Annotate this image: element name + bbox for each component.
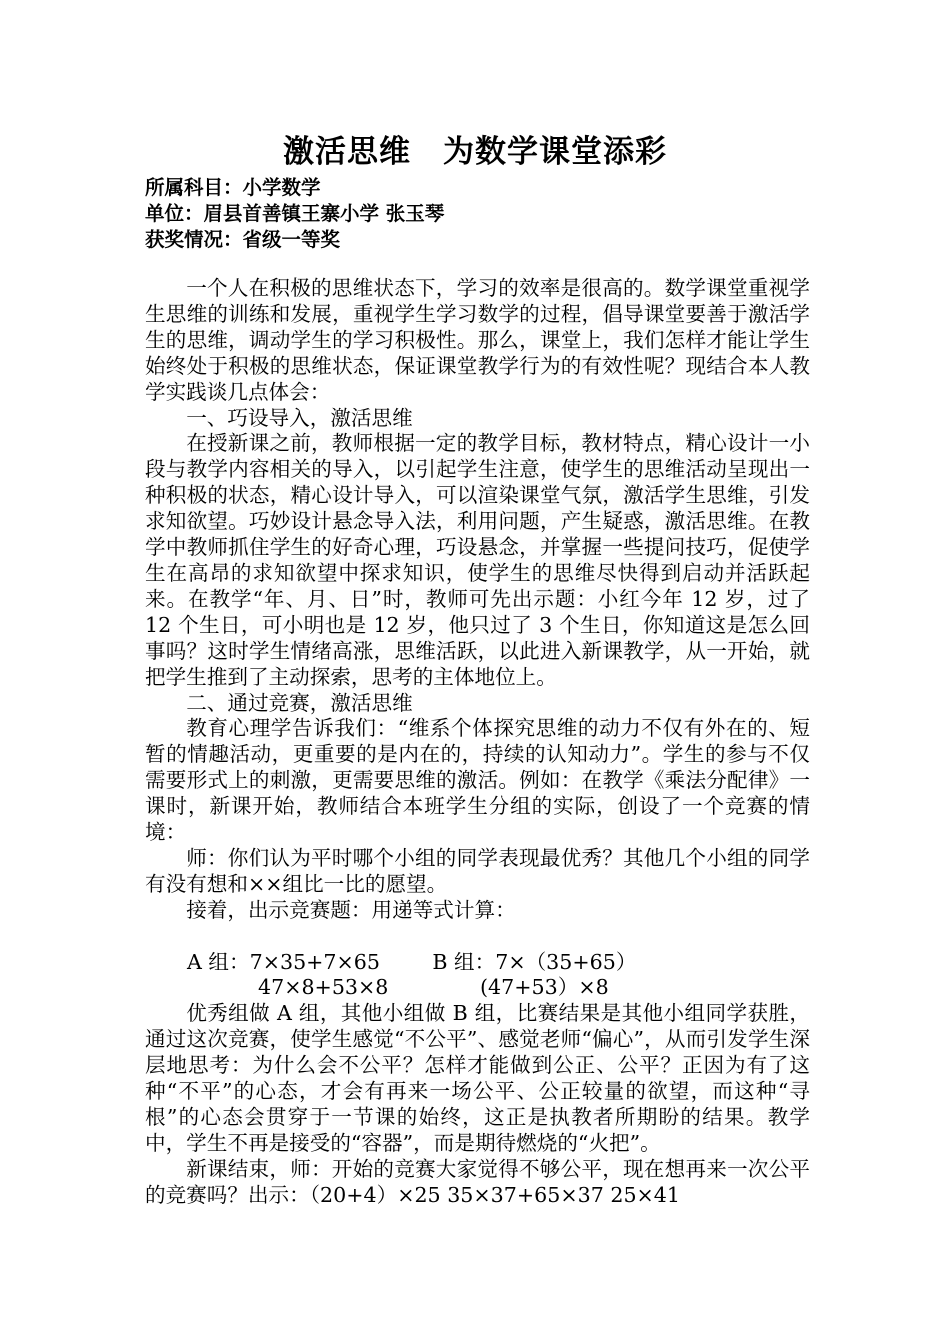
calc-row-1: A 组：7×35+7×65 B 组：7×（35+65）	[187, 949, 637, 974]
paragraph-section-1: 在授新课之前，教师根据一定的教学目标，教材特点，精心设计一小段与教学内容相关的导入，以引起学生注意，使学生的思维活动呈现出一种积极的状态，精心设计导入，可以渲染课堂气氛，激活学生思维，引发求知欲望。巧妙设计悬念导入法，利用问题，产生疑惑，激活思维。在教学中教师抓住学生的好奇心理，巧设悬念，并掌握一些提问技巧，促使学生在高昂的求知欲望中探求知识，使学生的思维尽快得到启动并活跃起来。在教学“年、月、日”时，教师可先出示题：小红今年 12 岁，过了 12 个生日，可小明也是 12 岁，他只过了 3 个生日，你知道这是怎么回事吗？这时学生情绪高涨，思维活跃，以此进入新课教学，从一开始，就把学生推到了主动探索，思考的主体地位上。	[145, 431, 810, 689]
blank-line	[145, 924, 810, 950]
meta-subject: 所属科目：小学数学	[145, 176, 321, 199]
document-title: 激活思维 为数学课堂添彩	[283, 134, 667, 170]
section-heading-1: 一、巧设导入，激活思维	[186, 405, 413, 430]
section-heading-2: 二、通过竞赛，激活思维	[186, 690, 413, 715]
paragraph-intro: 一个人在积极的思维状态下，学习的效率是很高的。数学课堂重视学生思维的训练和发展，重视学生学习数学的过程，倡导课堂要善于激活学生的思维，调动学生的学习积极性。那么，课堂上，我们怎样才能让学生始终处于积极的思维状态，保证课堂教学行为的有效性呢？现结合本人教学实践谈几点体会：	[145, 276, 810, 404]
document-body	[145, 276, 810, 1209]
meta-award: 获奖情况：省级一等奖	[145, 228, 341, 251]
meta-unit: 单位：眉县首善镇王寨小学 张玉琴	[145, 202, 445, 225]
paragraph-section-2: 教育心理学告诉我们：“维系个体探究思维的动力不仅有外在的、短暂的情趣活动，更重要的是内在的，持续的认知动力”。学生的参与不仅需要形式上的刺激，更需要思维的激活。例如：在教学《乘法分配律》一课时，新课开始，教师结合本班学生分组的实际，创设了一个竞赛的情境：	[145, 716, 810, 845]
calc-row-2: 47×8+53×8 (47+53）×8	[258, 975, 609, 1000]
paragraph-teacher-question: 师：你们认为平时哪个小组的同学表现最优秀？其他几个小组的同学有没有想和××组比一比的愿望。	[145, 845, 810, 896]
paragraph-competition-result: 优秀组做 A 组，其他小组做 B 组，比赛结果是其他小组同学获胜，通过这次竞赛，使学生感觉“不公平”、感觉老师“偏心”，从而引发学生深层地思考：为什么会不公平？怎样才能做到公正、公平？正因为有了这种“不平”的心态，才会有再来一场公平、公正较量的欲望，而这种“寻根”的心态会贯穿于一节课的始终，这正是执教者所期盼的结果。教学中，学生不再是接受的“容器”，而是期待燃烧的“火把”。	[145, 1001, 810, 1155]
paragraph-closing: 新课结束，师：开始的竞赛大家觉得不够公平，现在想再来一次公平的竞赛吗？出示：（20+4）×25 35×37+65×37 25×41	[145, 1156, 810, 1207]
paragraph-competition-intro: 接着，出示竞赛题：用递等式计算：	[186, 897, 516, 922]
